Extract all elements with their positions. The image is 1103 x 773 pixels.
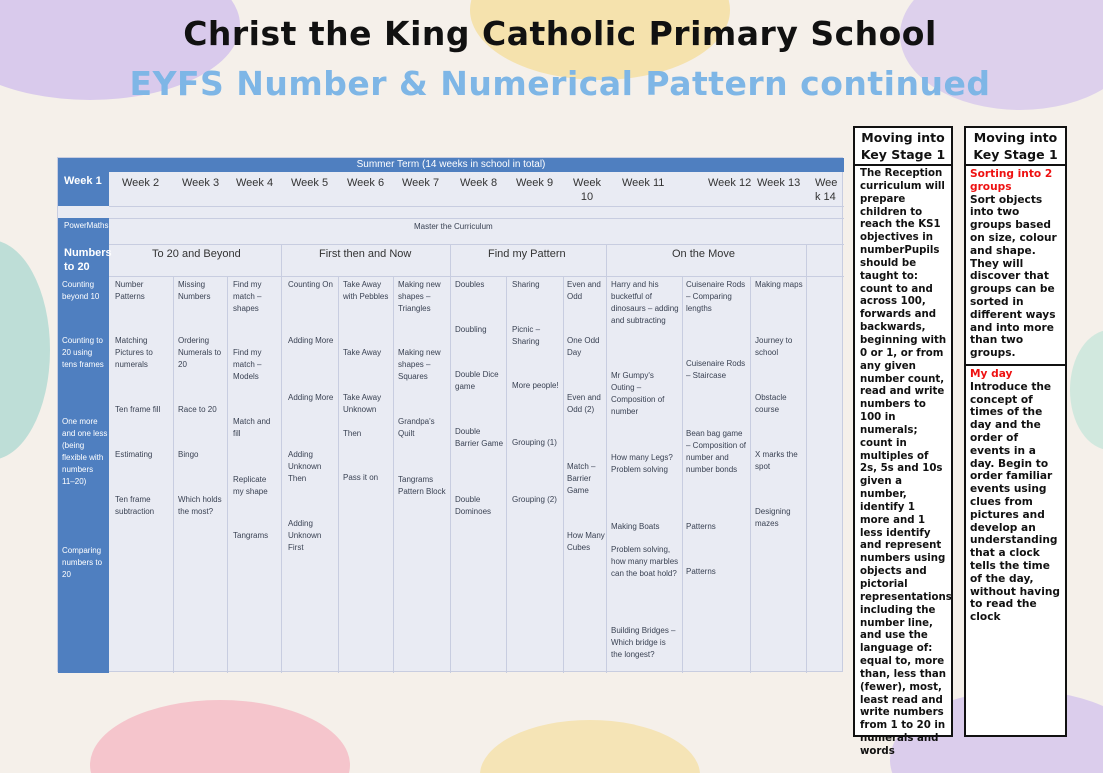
week-2-header: Week 2	[122, 177, 160, 189]
side-label-counting-beyond: Counting beyond 10	[62, 280, 100, 301]
row-line	[109, 244, 844, 245]
side-label-counting-tens: Counting to 20 using tens frames	[62, 336, 104, 369]
ks1-panel-heading: Moving into Key Stage 1	[966, 128, 1065, 166]
ks1-panel-section	[966, 166, 1065, 366]
week-14-header: Week 14	[815, 177, 838, 203]
col-line	[338, 276, 339, 673]
numbers-to-20-label: Numbers to 20	[58, 244, 109, 276]
week-3-header: Week 3	[182, 177, 220, 189]
cell-w4: Find my match – shapes	[233, 280, 262, 313]
cell-w5: Adding Unknown Then	[288, 450, 322, 483]
week-1-header: Week 1	[58, 172, 109, 206]
cell-w5: Adding More	[288, 393, 334, 402]
cell-w13: Making maps	[755, 280, 803, 289]
cell-w11: Harry and his bucketful of dinosaurs – adding and subtracting	[611, 280, 679, 325]
cell-w12: Bean bag game – Composition of number and number bonds	[686, 429, 747, 474]
cell-w9: Grouping (2)	[512, 495, 557, 504]
cell-w2: Estimating	[115, 450, 153, 459]
row-line	[109, 206, 844, 207]
bg-blob-yellow-bottom	[480, 720, 700, 773]
unit-first-then: First then and Now	[319, 248, 412, 260]
col-line	[682, 276, 683, 673]
sorting-title: Sorting into 2 groups	[970, 168, 1053, 193]
cell-w4: Find my match – Models	[233, 348, 262, 381]
powermaths-label: PowerMaths	[58, 218, 109, 244]
week-11-header: Week 11	[622, 177, 665, 189]
cell-w13: Obstacle course	[755, 393, 787, 414]
col-line	[173, 276, 174, 673]
week-12-header: Week 12	[708, 177, 752, 189]
row-line	[109, 218, 844, 219]
cell-w12: Patterns	[686, 522, 716, 531]
cell-w3: Which holds the most?	[178, 495, 222, 516]
cell-w7: Grandpa's Quilt	[398, 417, 435, 438]
cell-w11: Problem solving, how many marbles can the boat hold?	[611, 545, 679, 578]
cell-w6: Then	[343, 429, 362, 438]
cell-w11: Mr Gumpy's Outing – Composition of number	[611, 371, 665, 416]
cell-w6: Take Away	[343, 348, 382, 357]
cell-w10: One Odd Day	[567, 336, 600, 357]
cell-w4: Tangrams	[233, 531, 269, 540]
cell-w2: Matching Pictures to numerals	[115, 336, 153, 369]
row-line	[109, 276, 844, 277]
week-8-header: Week 8	[460, 177, 498, 189]
cell-w11: How many Legs? Problem solving	[611, 453, 673, 474]
cell-w8: Double Dominoes	[455, 495, 492, 516]
cell-w13: X marks the spot	[755, 450, 798, 471]
col-line	[606, 244, 607, 673]
my-day-text: Introduce the concept of times of the day and the order of events in a day. Begin to order familiar events using clues from pictures and develop an understanding that a clock tells the time of the day, without having to read the clock	[970, 380, 1060, 624]
cell-w12: Cuisenaire Rods – Comparing lengths	[686, 280, 746, 313]
cell-w7: Making new shapes – Squares	[398, 348, 441, 381]
ks1-panel-sorting	[964, 126, 1067, 737]
cell-w4: Match and fill	[233, 417, 271, 438]
sorting-text: Sort objects into two groups based on size, colour and shape. They will discover that groups can be sorted in different ways and into more than two groups.	[970, 193, 1057, 360]
week-4-header: Week 4	[236, 177, 274, 189]
cell-w12: Patterns	[686, 567, 716, 576]
term-banner: Summer Term (14 weeks in school in total)	[58, 158, 844, 172]
cell-w5: Counting On	[288, 280, 333, 289]
cell-w8: Double Dice game	[455, 370, 499, 391]
page-subtitle: EYFS Number & Numerical Pattern continued	[129, 64, 991, 103]
cell-w2: Number Patterns	[115, 280, 145, 301]
ks1-panel-section	[966, 366, 1065, 626]
cell-w9: Sharing	[512, 280, 540, 289]
cell-w6: Pass it on	[343, 473, 379, 482]
week-7-header: Week 7	[402, 177, 440, 189]
col-line	[450, 244, 451, 673]
master-curriculum: Master the Curriculum	[414, 222, 493, 231]
unit-to-20: To 20 and Beyond	[152, 248, 241, 260]
col-line	[750, 276, 751, 673]
week-10-header: Week 10	[573, 177, 601, 203]
cell-w6: Take Away Unknown	[343, 393, 382, 414]
week-13-header: Week 13	[757, 177, 801, 189]
cell-w3: Race to 20	[178, 405, 217, 414]
cell-w10: How Many Cubes	[567, 531, 605, 552]
side-label-one-more: One more and one less (being flexible with numbers 11–20)	[62, 417, 108, 486]
ks1-panel-text: The Reception curriculum will prepare children to reach the KS1 objectives in numberPupils should be taught to: count to and across 100, forwards and backwards, beginning with 0 or 1, or from any given number count, read and write numbers to 100 in numerals; count in multiples of 2s, 5s and 10s given a number, identify 1 more and 1 less identify and represent numbers using objects and pictorial representations including the number line, and use the language of: equal to, more than, less than (fewer), most, least read and write numbers from 1 to 20 in numerals and words	[860, 168, 952, 757]
page-title: Christ the King Catholic Primary School	[183, 14, 937, 53]
my-day-title: My day	[970, 367, 1013, 380]
cell-w8: Double Barrier Game	[455, 427, 504, 448]
cell-w11: Making Boats	[611, 522, 660, 531]
cell-w13: Journey to school	[755, 336, 793, 357]
bg-blob-teal	[0, 240, 50, 460]
cell-w13: Designing mazes	[755, 507, 791, 528]
cell-w10: Even and Odd (2)	[567, 393, 601, 414]
ks1-panel-number	[853, 126, 953, 757]
week-6-header: Week 6	[347, 177, 385, 189]
cell-w8: Doubling	[455, 325, 487, 334]
summer-term-grid	[57, 157, 843, 672]
col-line	[393, 276, 394, 673]
cell-w9: Grouping (1)	[512, 438, 557, 447]
bg-blob-mint	[1070, 330, 1103, 450]
cell-w9: More people!	[512, 381, 559, 390]
unit-pattern: Find my Pattern	[488, 248, 566, 260]
cell-w7: Tangrams Pattern Block	[398, 475, 446, 496]
cell-w4: Replicate my shape	[233, 475, 268, 496]
col-line	[506, 276, 507, 673]
col-line	[281, 244, 282, 673]
cell-w11: Building Bridges – Which bridge is the longest?	[611, 626, 676, 659]
week-5-header: Week 5	[291, 177, 329, 189]
side-label-comparing: Comparing numbers to 20	[62, 546, 103, 579]
bg-blob-pink	[90, 700, 350, 773]
col-line	[563, 276, 564, 673]
cell-w5: Adding Unknown First	[288, 519, 322, 552]
cell-w5: Adding More	[288, 336, 334, 345]
cell-w10: Match – Barrier Game	[567, 462, 596, 495]
cell-w2: Ten frame fill	[115, 405, 161, 414]
ks1-panel-heading: Moving into Key Stage 1	[855, 128, 951, 166]
col-line	[806, 244, 807, 673]
cell-w10: Even and Odd	[567, 280, 601, 301]
cell-w12: Cuisenaire Rods – Staircase	[686, 359, 746, 380]
cell-w3: Missing Numbers	[178, 280, 211, 301]
cell-w9: Picnic – Sharing	[512, 325, 541, 346]
cell-w8: Doubles	[455, 280, 485, 289]
unit-move: On the Move	[672, 248, 735, 260]
cell-w6: Take Away with Pebbles	[343, 280, 389, 301]
col-line	[227, 276, 228, 673]
week-9-header: Week 9	[516, 177, 554, 189]
cell-w3: Ordering Numerals to 20	[178, 336, 222, 369]
cell-w2: Ten frame subtraction	[115, 495, 155, 516]
cell-w3: Bingo	[178, 450, 199, 459]
cell-w7: Making new shapes – Triangles	[398, 280, 441, 313]
